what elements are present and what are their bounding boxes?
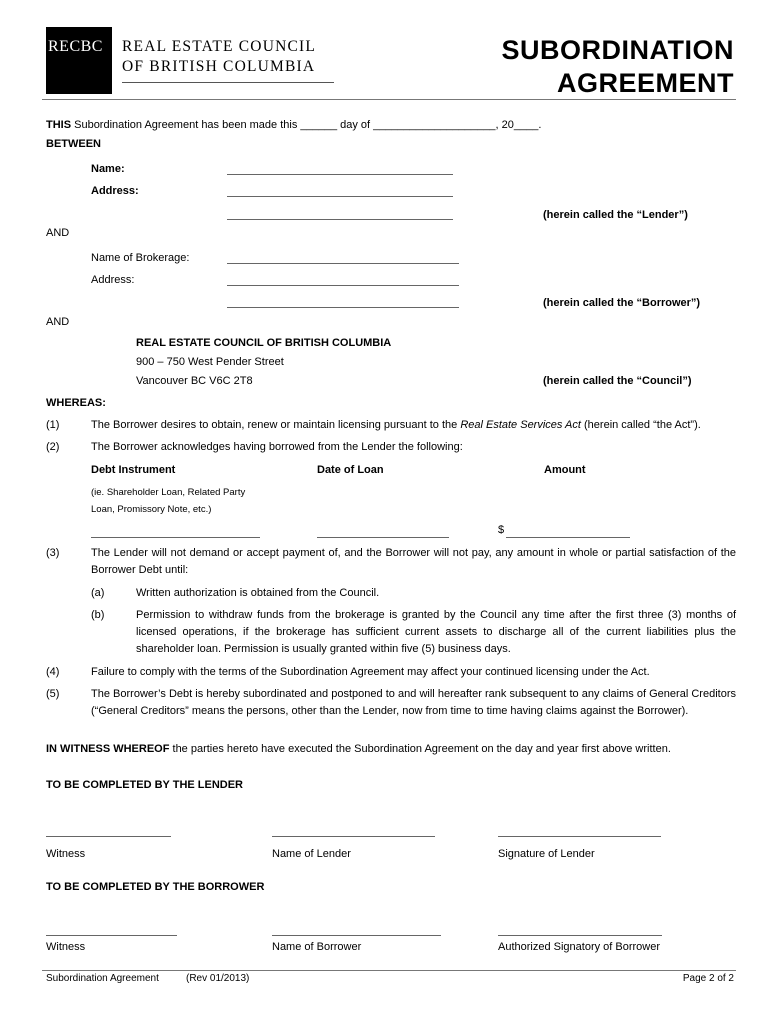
amount-field[interactable] bbox=[506, 537, 630, 538]
col-debt-instrument: Debt Instrument bbox=[91, 464, 176, 476]
lender-herein-label: (herein called the “Lender”) bbox=[543, 209, 688, 221]
footer-revision: (Rev 01/2013) bbox=[186, 973, 250, 984]
page-title-line2: AGREEMENT bbox=[556, 68, 734, 98]
in-witness-rest: the parties hereto have executed the Subordination Agreement on the day and year first above written. bbox=[169, 743, 671, 755]
org-name-line1: REAL ESTATE COUNCIL bbox=[122, 38, 317, 55]
col-amount: Amount bbox=[544, 464, 586, 476]
item4-text: Failure to comply with the terms of the Subordination Agreement may affect your continued licensing under the Act. bbox=[91, 666, 650, 678]
item1-text-post: (herein called “the Act”). bbox=[580, 419, 701, 431]
item1-number: (1) bbox=[46, 419, 60, 431]
lender-address-field-2[interactable] bbox=[227, 219, 453, 220]
lender-name-sign-field[interactable] bbox=[272, 836, 435, 837]
lender-name-field[interactable] bbox=[227, 174, 453, 175]
debt-instrument-field[interactable] bbox=[91, 537, 260, 538]
lender-witness-label: Witness bbox=[46, 848, 86, 860]
borrower-witness-field[interactable] bbox=[46, 935, 177, 936]
debt-hint-line2: Loan, Promissory Note, etc.) bbox=[91, 504, 212, 515]
item3b-number: (b) bbox=[91, 609, 105, 621]
date-of-loan-field[interactable] bbox=[317, 537, 449, 538]
item1-act-name: Real Estate Services Act bbox=[460, 419, 581, 431]
item3a-text: Written authorization is obtained from the Council. bbox=[136, 587, 380, 599]
page-title-line1: SUBORDINATION bbox=[501, 35, 734, 65]
item2-text: The Borrower acknowledges having borrowed from the Lender the following: bbox=[91, 441, 463, 453]
lender-address-label: Address: bbox=[91, 185, 139, 197]
org-underline bbox=[122, 82, 334, 83]
item3-number: (3) bbox=[46, 547, 60, 559]
lender-name-label: Name: bbox=[91, 163, 125, 175]
council-herein-label: (herein called the “Council”) bbox=[543, 375, 692, 387]
borrower-address-field-2[interactable] bbox=[227, 307, 459, 308]
and-label-2: AND bbox=[46, 316, 70, 328]
header-rule bbox=[42, 99, 736, 100]
item3a-number: (a) bbox=[91, 587, 105, 599]
borrower-section-heading: TO BE COMPLETED BY THE BORROWER bbox=[46, 881, 265, 893]
col-date-of-loan: Date of Loan bbox=[317, 464, 384, 476]
council-name: REAL ESTATE COUNCIL OF BRITISH COLUMBIA bbox=[136, 337, 392, 349]
recbc-logo-text: RECBC bbox=[48, 38, 103, 55]
borrower-name-sign-label: Name of Borrower bbox=[272, 941, 362, 953]
borrower-address-label: Address: bbox=[91, 274, 135, 286]
whereas-heading: WHEREAS: bbox=[46, 397, 106, 409]
borrower-signature-field[interactable] bbox=[498, 935, 662, 936]
and-label-1: AND bbox=[46, 227, 70, 239]
borrower-witness-label: Witness bbox=[46, 941, 86, 953]
brokerage-name-field[interactable] bbox=[227, 263, 459, 264]
footer-rule bbox=[42, 970, 736, 971]
between-label: BETWEEN bbox=[46, 138, 101, 150]
in-witness-bold: IN WITNESS WHEREOF bbox=[46, 743, 170, 755]
brokerage-name-label: Name of Brokerage: bbox=[91, 252, 190, 264]
item5-text: The Borrower’s Debt is hereby subordinated and postponed to and will hereafter rank subsequent to any claims of General Creditors (“General Creditors” means the persons, other than the Lender, now from time to time having claims against the Borrower). bbox=[91, 688, 736, 717]
item4-number: (4) bbox=[46, 666, 60, 678]
intro-this: THIS bbox=[46, 119, 72, 131]
council-city: Vancouver BC V6C 2T8 bbox=[136, 375, 253, 387]
in-witness-sentence bbox=[46, 743, 671, 755]
borrower-name-sign-field[interactable] bbox=[272, 935, 441, 936]
lender-witness-field[interactable] bbox=[46, 836, 171, 837]
item1-text bbox=[91, 419, 701, 431]
lender-section-heading: TO BE COMPLETED BY THE LENDER bbox=[46, 779, 244, 791]
borrower-herein-label: (herein called the “Borrower”) bbox=[543, 297, 701, 309]
borrower-address-field-1[interactable] bbox=[227, 285, 459, 286]
org-name-line2: OF BRITISH COLUMBIA bbox=[122, 58, 316, 75]
item2-number: (2) bbox=[46, 441, 60, 453]
lender-name-sign-label: Name of Lender bbox=[272, 848, 351, 860]
item1-text-pre: The Borrower desires to obtain, renew or maintain licensing pursuant to the bbox=[91, 419, 461, 431]
item5-number: (5) bbox=[46, 688, 60, 700]
dollar-sign: $ bbox=[498, 524, 505, 536]
footer-doc-name: Subordination Agreement bbox=[46, 973, 159, 984]
council-street: 900 – 750 West Pender Street bbox=[136, 356, 284, 368]
lender-signature-label: Signature of Lender bbox=[498, 848, 595, 860]
intro-sentence bbox=[46, 119, 541, 131]
borrower-signature-label: Authorized Signatory of Borrower bbox=[498, 941, 661, 953]
footer-page-number: Page 2 of 2 bbox=[682, 973, 734, 984]
intro-rest: Subordination Agreement has been made this ______ day of ____________________, 20____. bbox=[71, 119, 542, 131]
item3b-text: Permission to withdraw funds from the brokerage is granted by the Council any time after the first three (3) months of licensed operations, if the brokerage has sufficient current assets to discharge all of the current liabilities plus the shareholder loan. Permission is usually granted within five (5) business days. bbox=[136, 609, 736, 655]
item3-text: The Lender will not demand or accept payment of, and the Borrower will not pay, any amount in whole or partial satisfaction of the Borrower Debt until: bbox=[91, 547, 736, 576]
lender-address-field-1[interactable] bbox=[227, 196, 453, 197]
lender-signature-field[interactable] bbox=[498, 836, 661, 837]
debt-hint-line1: (ie. Shareholder Loan, Related Party bbox=[91, 487, 246, 498]
